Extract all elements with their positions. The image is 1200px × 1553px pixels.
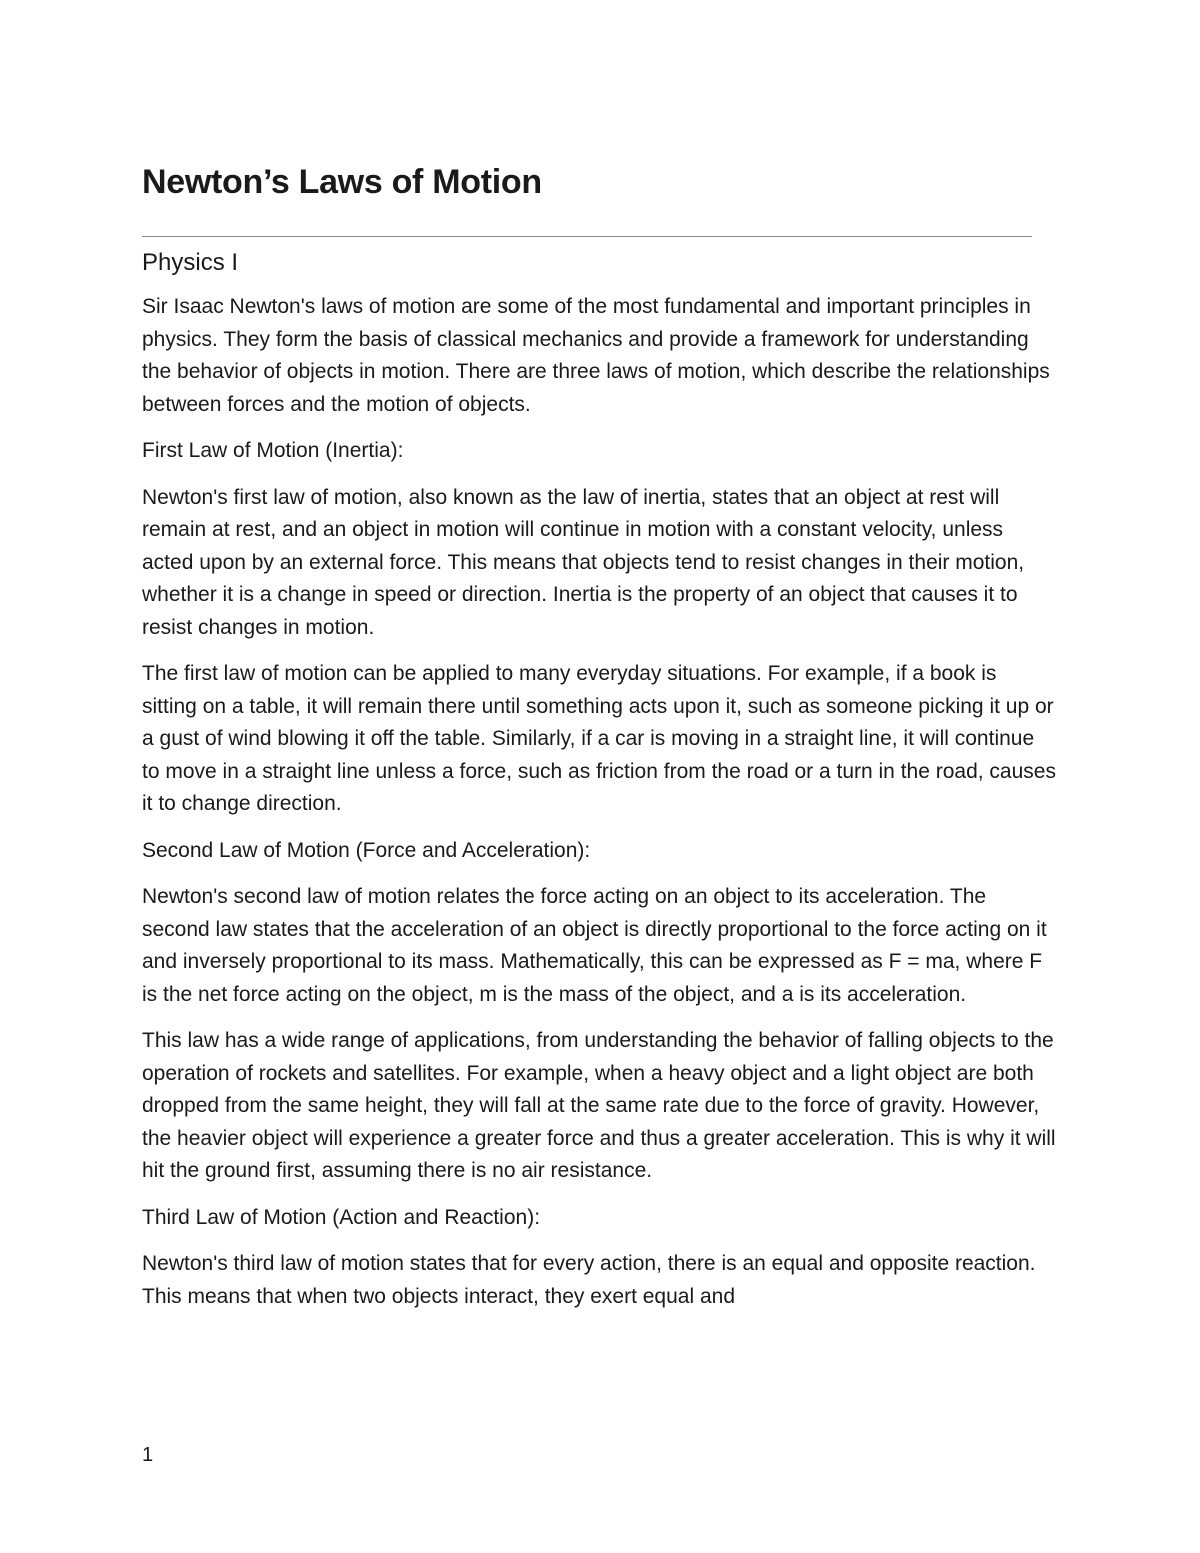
page-content bbox=[142, 160, 1062, 1313]
third-law-heading: Third Law of Motion (Action and Reaction): bbox=[142, 1205, 541, 1229]
first-law-paragraph-2: The first law of motion can be applied to many everyday situations. For example, if a book is sitting on a table, it will remain there until something acts upon it, such as someone picking it up or a gust of wind blowing it off the table. Similarly, if a car is moving in a straight line, it will continue to move in a straight line unless a force, such as friction from the road or a turn in the road, causes it to change direction. bbox=[142, 662, 1056, 815]
document-subtitle: Physics I bbox=[142, 249, 239, 276]
page-number: 1 bbox=[142, 1444, 154, 1466]
title-divider bbox=[142, 236, 1032, 237]
third-law-paragraph-1: Newton's third law of motion states that for every action, there is an equal and opposite reaction. This means that when two objects interact, they exert equal and bbox=[142, 1252, 1036, 1308]
second-law-heading: Second Law of Motion (Force and Acceleration): bbox=[142, 838, 591, 862]
second-law-paragraph-1: Newton's second law of motion relates the force acting on an object to its acceleration. The second law states that the acceleration of an object is directly proportional to the force acting on it and inversely proportional to its mass. Mathematically, this can be expressed as F = ma, where F is the net force acting on the object, m is the mass of the object, and a is its acceleration. bbox=[142, 885, 1047, 1006]
first-law-paragraph-1: Newton's first law of motion, also known as the law of inertia, states that an object at rest will remain at rest, and an object in motion will continue in motion with a constant velocity, unless acted upon by an external force. This means that objects tend to resist changes in their motion, whether it is a change in speed or direction. Inertia is the property of an object that causes it to resist changes in motion. bbox=[142, 485, 1025, 639]
document-title: Newton’s Laws of Motion bbox=[142, 163, 542, 201]
intro-paragraph: Sir Isaac Newton's laws of motion are some of the most fundamental and important principles in physics. They form the basis of classical mechanics and provide a framework for understanding the behavior of objects in motion. There are three laws of motion, which describe the relationships between forces and the motion of objects. bbox=[142, 295, 1050, 416]
first-law-heading: First Law of Motion (Inertia): bbox=[142, 439, 404, 462]
second-law-paragraph-2: This law has a wide range of applications, from understanding the behavior of falling objects to the operation of rockets and satellites. For example, when a heavy object and a light object are both dropped from the same height, they will fall at the same rate due to the force of gravity. However, the heavier object will experience a greater force and thus a greater acceleration. This is why it will hit the ground first, assuming there is no air resistance. bbox=[142, 1029, 1056, 1182]
